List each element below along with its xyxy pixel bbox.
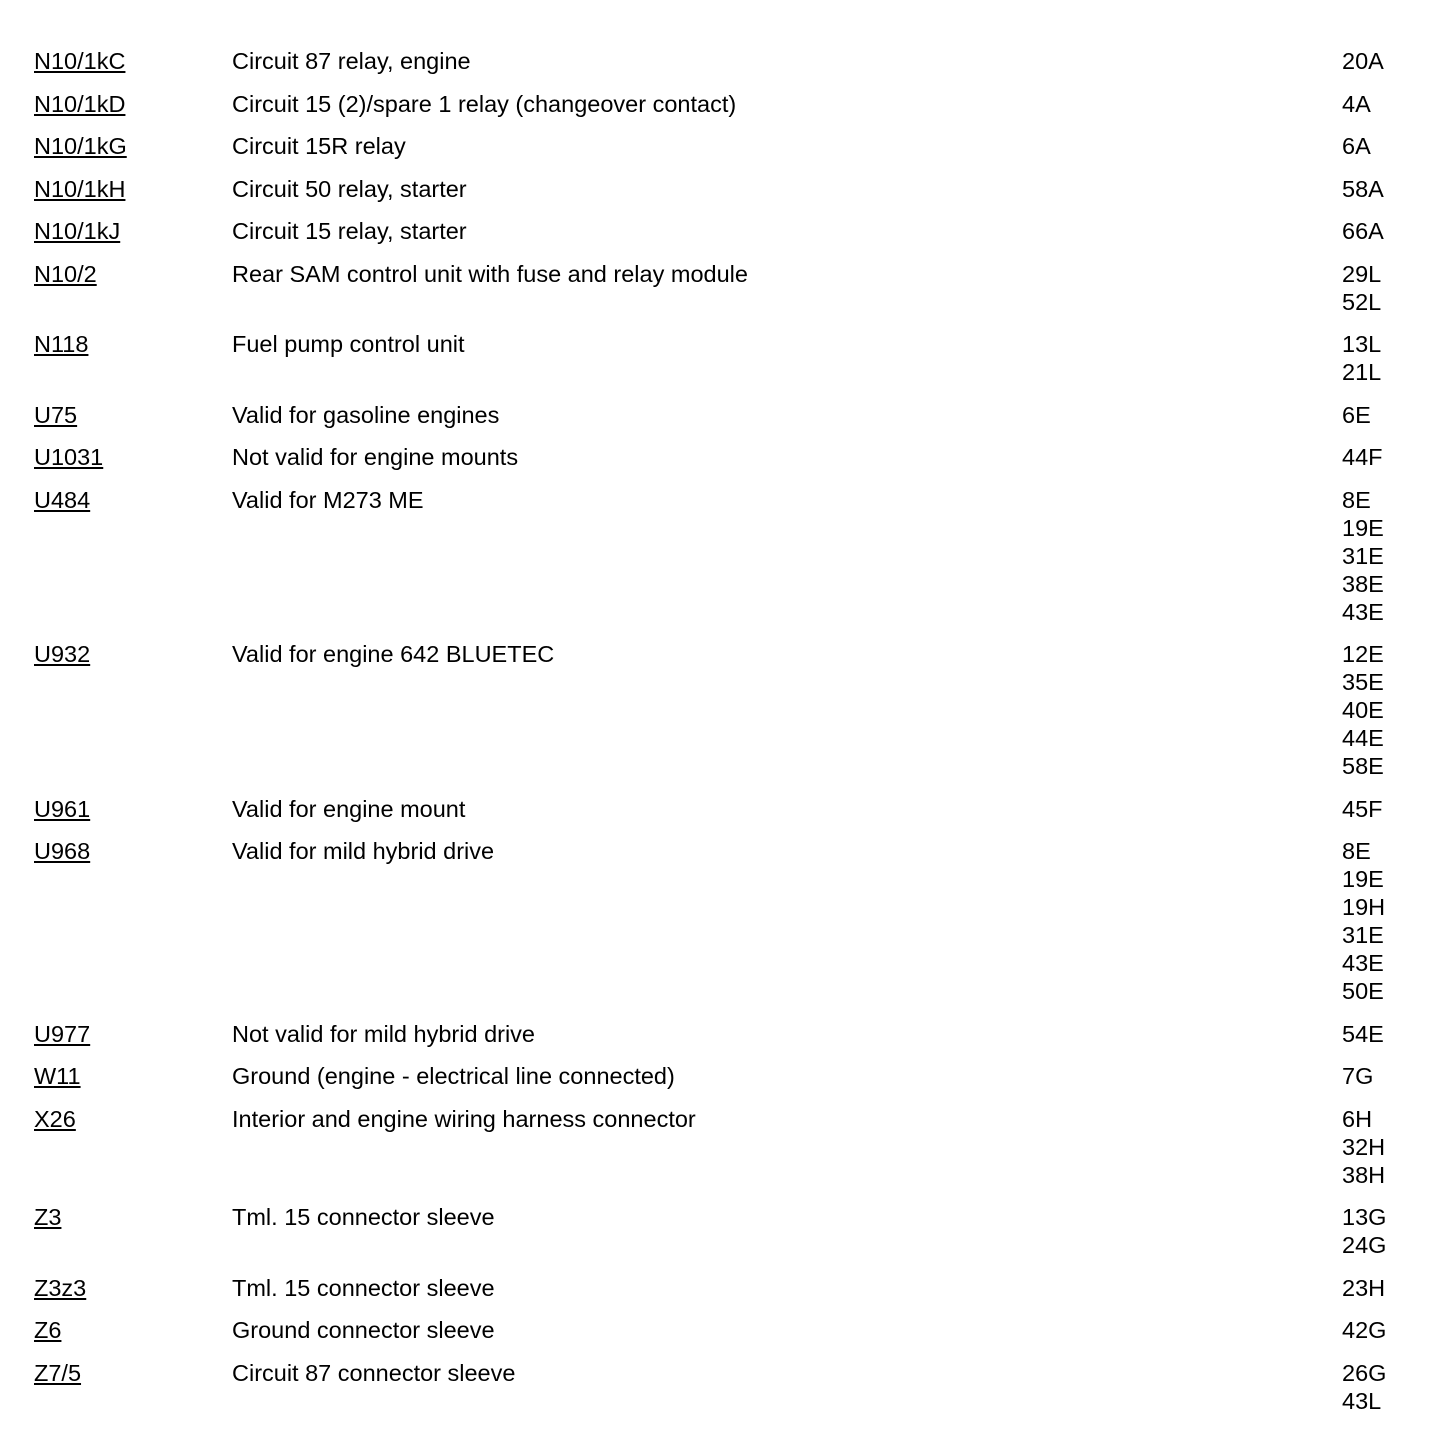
component-description: Valid for gasoline engines (232, 401, 500, 428)
component-code-link[interactable]: U977 (34, 1020, 91, 1047)
component-code-link[interactable]: U968 (34, 838, 91, 864)
component-description: Not valid for mild hybrid drive (232, 1020, 535, 1047)
component-description: Fuel pump control unit (232, 331, 465, 357)
legend-row (0, 132, 1456, 160)
grid-location-list (1342, 47, 1442, 75)
component-description: Ground connector sleeve (232, 1317, 495, 1343)
grid-location: 31E (1342, 542, 1384, 569)
component-code-link[interactable]: U961 (34, 795, 91, 822)
legend-row (0, 330, 1456, 386)
legend-row (0, 260, 1456, 316)
component-description: Interior and engine wiring harness connector (232, 1105, 696, 1132)
grid-location: 66A (1342, 218, 1384, 244)
grid-location: 20A (1342, 48, 1384, 74)
grid-location: 50E (1342, 978, 1384, 1004)
grid-location-list (1342, 1316, 1442, 1344)
component-code-link[interactable]: Z3z3 (34, 1274, 87, 1301)
component-description: Circuit 50 relay, starter (232, 175, 467, 202)
legend-row (0, 486, 1456, 626)
legend-row (0, 217, 1456, 245)
grid-location: 35E (1342, 669, 1384, 695)
grid-location: 58A (1342, 175, 1384, 202)
component-description: Circuit 87 relay, engine (232, 48, 471, 74)
grid-location: 19E (1342, 866, 1384, 892)
component-description: Circuit 15 relay, starter (232, 218, 467, 244)
grid-location: 29L (1342, 260, 1382, 287)
grid-location: 12E (1342, 641, 1384, 667)
grid-location-list (1342, 175, 1442, 203)
component-code-link[interactable]: U1031 (34, 444, 104, 470)
grid-location: 45F (1342, 795, 1383, 822)
grid-location-list (1342, 217, 1442, 245)
legend-row (0, 1359, 1456, 1415)
legend-row (0, 443, 1456, 471)
grid-location: 26G (1342, 1359, 1387, 1386)
grid-location: 54E (1342, 1020, 1384, 1047)
grid-location: 8E (1342, 486, 1371, 513)
grid-location-list (1342, 1274, 1442, 1302)
legend-row (0, 401, 1456, 429)
legend-row (0, 175, 1456, 203)
grid-location: 44F (1342, 444, 1383, 470)
legend-row (0, 640, 1456, 780)
grid-location: 4A (1342, 90, 1371, 117)
component-description: Valid for mild hybrid drive (232, 838, 495, 864)
component-code-link[interactable]: N10/1kJ (34, 218, 121, 244)
component-code-link[interactable]: X26 (34, 1105, 76, 1132)
legend-row (0, 795, 1456, 823)
component-description: Not valid for engine mounts (232, 444, 519, 470)
grid-location-list (1342, 132, 1442, 160)
component-code-link[interactable]: N10/1kD (34, 90, 126, 117)
grid-location: 38E (1342, 570, 1384, 597)
grid-location: 7G (1342, 1063, 1374, 1089)
component-code-link[interactable]: Z7/5 (34, 1359, 82, 1386)
grid-location-list (1342, 443, 1442, 471)
grid-location: 52L (1342, 288, 1382, 315)
grid-location: 43L (1342, 1387, 1382, 1414)
grid-location: 44E (1342, 725, 1384, 751)
legend-row (0, 1203, 1456, 1259)
grid-location-list (1342, 1020, 1442, 1048)
grid-location-list (1342, 1203, 1442, 1259)
legend-row (0, 47, 1456, 75)
component-code-link[interactable]: U484 (34, 486, 91, 513)
component-code-link[interactable]: Z3 (34, 1204, 62, 1230)
grid-location-list (1342, 1105, 1442, 1189)
grid-location: 32H (1342, 1133, 1386, 1160)
grid-location: 6H (1342, 1105, 1373, 1132)
component-code-link[interactable]: N10/1kG (34, 133, 127, 159)
grid-location-list (1342, 1062, 1442, 1090)
grid-location-list (1342, 640, 1442, 780)
grid-location: 21L (1342, 359, 1382, 385)
legend-row (0, 837, 1456, 1005)
grid-location: 23H (1342, 1274, 1386, 1301)
component-code-link[interactable]: N118 (34, 331, 89, 357)
component-description: Valid for engine mount (232, 795, 466, 822)
component-code-link[interactable]: Z6 (34, 1317, 62, 1343)
legend-row (0, 90, 1456, 118)
grid-location: 38H (1342, 1161, 1386, 1188)
component-legend-table (0, 47, 1456, 1429)
grid-location: 31E (1342, 922, 1384, 948)
grid-location: 40E (1342, 697, 1384, 723)
component-description: Ground (engine - electrical line connected) (232, 1063, 675, 1089)
component-code-link[interactable]: N10/1kH (34, 175, 126, 202)
grid-location: 6E (1342, 401, 1371, 428)
component-description: Circuit 15R relay (232, 133, 406, 159)
component-description: Valid for M273 ME (232, 486, 424, 513)
grid-location-list (1342, 90, 1442, 118)
component-description: Circuit 15 (2)/spare 1 relay (changeover contact) (232, 90, 737, 117)
legend-row (0, 1274, 1456, 1302)
grid-location: 6A (1342, 133, 1371, 159)
grid-location: 13G (1342, 1204, 1387, 1230)
legend-row (0, 1062, 1456, 1090)
grid-location: 43E (1342, 950, 1384, 976)
grid-location: 19E (1342, 514, 1384, 541)
grid-location: 13L (1342, 331, 1382, 357)
component-description: Circuit 87 connector sleeve (232, 1359, 516, 1386)
grid-location: 8E (1342, 838, 1371, 864)
grid-location: 24G (1342, 1232, 1387, 1258)
grid-location-list (1342, 1359, 1442, 1415)
component-description: Valid for engine 642 BLUETEC (232, 641, 555, 667)
grid-location-list (1342, 260, 1442, 316)
component-code-link[interactable]: W11 (34, 1063, 81, 1089)
grid-location-list (1342, 795, 1442, 823)
legend-row (0, 1316, 1456, 1344)
grid-location-list (1342, 401, 1442, 429)
component-description: Tml. 15 connector sleeve (232, 1204, 495, 1230)
grid-location-list (1342, 486, 1442, 626)
grid-location: 43E (1342, 598, 1384, 625)
grid-location: 19H (1342, 894, 1386, 920)
legend-row (0, 1105, 1456, 1189)
component-description: Rear SAM control unit with fuse and relay module (232, 260, 748, 287)
component-code-link[interactable]: U932 (34, 641, 91, 667)
component-code-link[interactable]: N10/1kC (34, 48, 126, 74)
grid-location: 58E (1342, 753, 1384, 779)
component-code-link[interactable]: U75 (34, 401, 78, 428)
grid-location-list (1342, 837, 1442, 1005)
legend-row (0, 1020, 1456, 1048)
grid-location-list (1342, 330, 1442, 386)
grid-location: 42G (1342, 1317, 1387, 1343)
component-code-link[interactable]: N10/2 (34, 260, 97, 287)
component-description: Tml. 15 connector sleeve (232, 1274, 495, 1301)
